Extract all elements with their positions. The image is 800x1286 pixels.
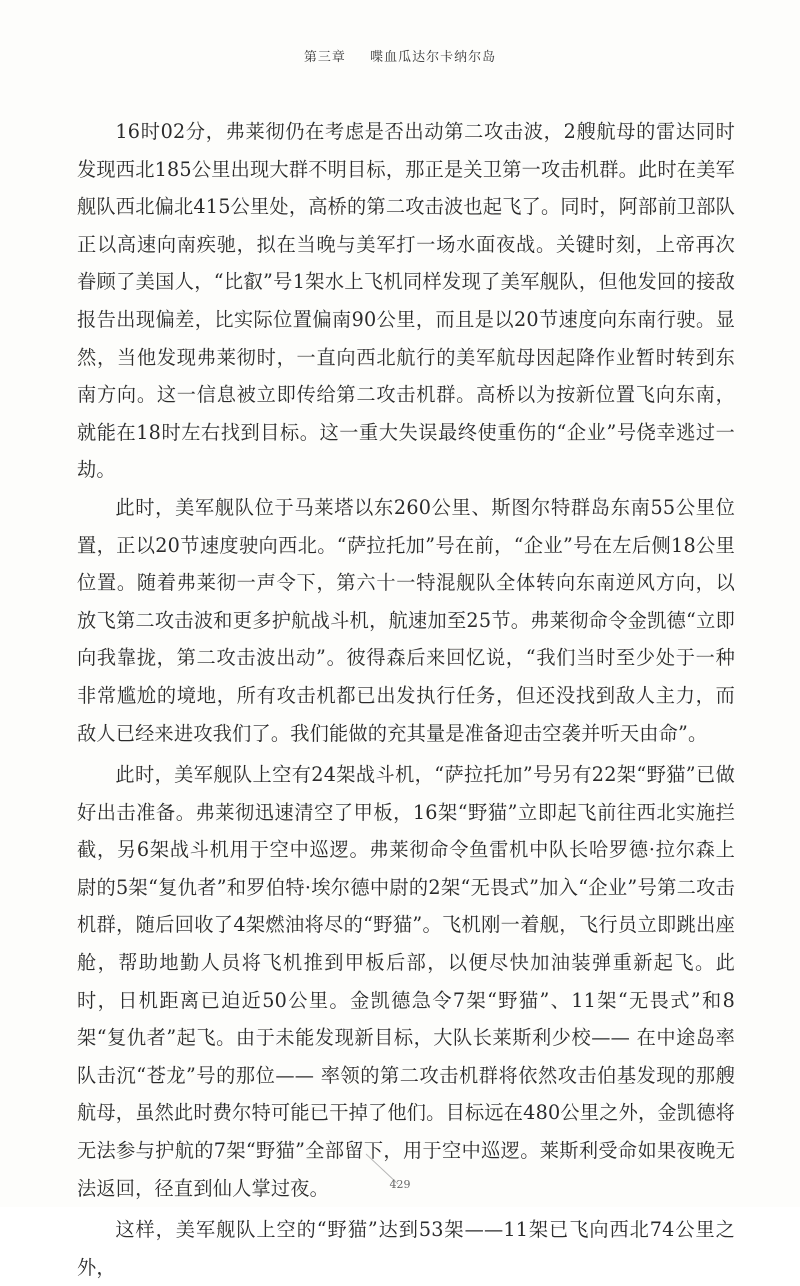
page-number: 429 bbox=[389, 1178, 411, 1191]
paragraph-4: 这样，美军舰队上空的“野猫”达到53架——11架已飞向西北74公里之外， bbox=[77, 1218, 735, 1279]
paragraph-2: 此时，美军舰队位于马莱塔以东260公里、斯图尔特群岛东南55公里位置，正以20节速度驶向西北。“萨拉托加”号在前，“企业”号在左后侧18公里位置。随着弗莱彻一声令下，第六十一特混舰队全体转向东南逆风方向，以放飞第二攻击波和更多护航战斗机，航速加至25节。弗莱彻命令金凯德“立即向我靠拢，第二攻击波出动”。彼得森后来回忆说，“我们当时至少处于一种非常尴尬的境地，所有攻击机都已出发执行任务，但还没找到敌人主力，而敌人已经来进攻我们了。我们能做的充其量是准备迎击空袭并听天由命”。 bbox=[77, 495, 735, 745]
running-header bbox=[0, 46, 800, 65]
paragraph-1: 16时02分，弗莱彻仍在考虑是否出动第二攻击波，2艘航母的雷达同时发现西北185公里出现大群不明目标，那正是关卫第一攻击机群。此时在美军舰队西北偏北415公里处，高桥的第二攻击波也起飞了。同时，阿部前卫部队正以高速向南疾驰，拟在当晚与美军打一场水面夜战。关键时刻，上帝再次眷顾了美国人，“比叡”号1架水上飞机同样发现了美军舰队，但他发回的接敌报告出现偏差，比实际位置偏南90公里，而且是以20节速度向东南行驶。显然，当他发现弗莱彻时，一直向西北航行的美军航母因起降作业暂时转到东南方向。这一信息被立即传给第二攻击机群。高桥以为按新位置飞向东南，就能在18时左右找到目标。这一重大失误最终使重伤的“企业”号侥幸逃过一劫。 bbox=[77, 120, 735, 482]
chapter-label: 第三章 bbox=[303, 50, 346, 65]
body-text bbox=[77, 113, 735, 1286]
chapter-title: 喋血瓜达尔卡纳尔岛 bbox=[370, 50, 497, 65]
paragraph-3: 此时，美军舰队上空有24架战斗机，“萨拉托加”号另有22架“野猫”已做好出击准备。弗莱彻迅速清空了甲板，16架“野猫”立即起飞前往西北实施拦截，另6架战斗机用于空中巡逻。弗莱彻命令鱼雷机中队长哈罗德·拉尔森上尉的5架“复仇者”和罗伯特·埃尔德中尉的2架“无畏式”加入“企业”号第二攻击机群，随后回收了4架燃油将尽的“野猫”。飞机刚一着舰，飞行员立即跳出座舱，帮助地勤人员将飞机推到甲板后部，以便尽快加油装弹重新起飞。此时，日机距离已迫近50公里。金凯德急令7架“野猫”、11架“无畏式”和8架“复仇者”起飞。由于未能发现新目标，大队长莱斯利少校—— 在中途岛率队击沉“苍龙”号的那位—— 率领的第二攻击机群将依然攻击伯基发现的那艘航母，虽然此时费尔特可能已干掉了他们。目标远在480公里之外，金凯德将无法参与护航的7架“野猫”全部留下，用于空中巡逻。莱斯利受命如果夜晚无法返回，径直到仙人掌过夜。 bbox=[77, 763, 735, 1200]
